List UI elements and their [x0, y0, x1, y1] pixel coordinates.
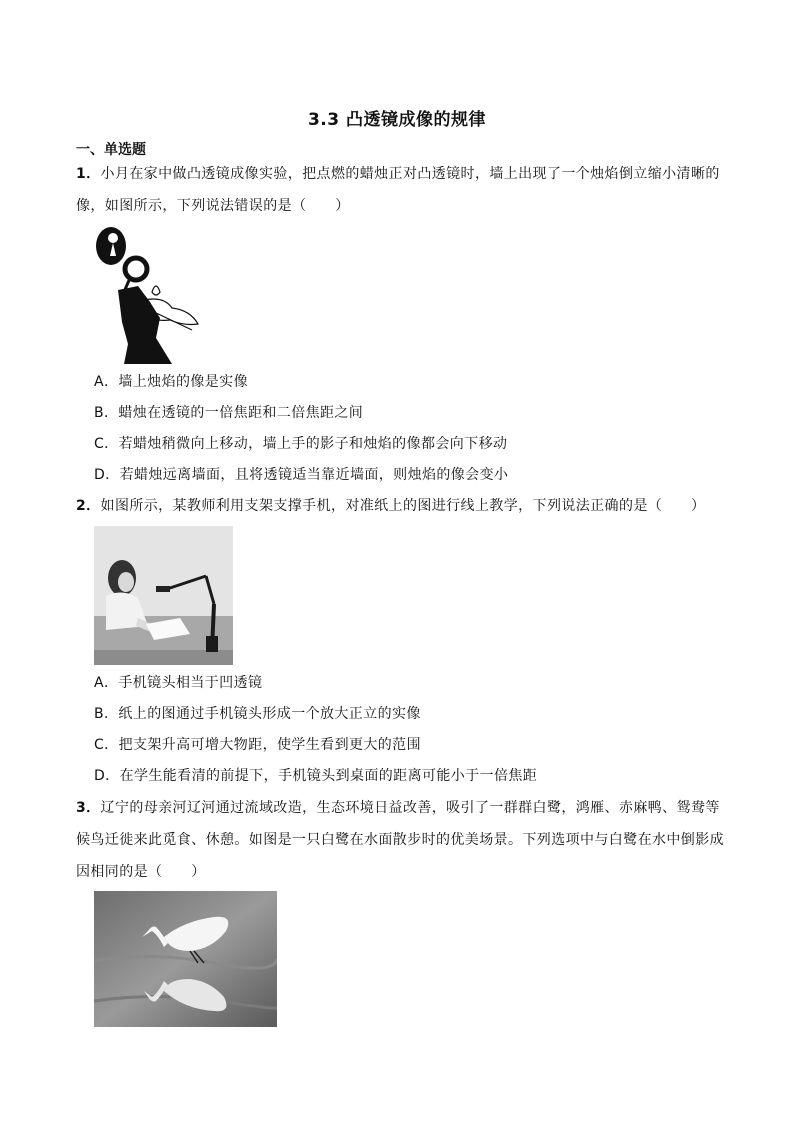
- option-1d: D．若蜡烛远离墙面，且将透镜适当靠近墙面，则烛焰的像会变小: [94, 467, 509, 483]
- candle-lens-figure: [94, 226, 204, 364]
- question-text: 辽宁的母亲河辽河通过流域改造，生态环境日益改善，吸引了一群群白鹭，鸿雁、赤麻鸭、鸳鸯等候鸟迁徙来此觅食、休憩。如图是一只白鹭在水面散步时的优美场景。下列选项中与白鹭在水中倒影成因相同的是（ ）: [76, 800, 724, 880]
- question-2: [76, 490, 724, 522]
- option-2a: A．手机镜头相当于凹透镜: [94, 675, 263, 691]
- option-2c: C．把支架升高可增大物距，使学生看到更大的范围: [94, 737, 421, 753]
- teacher-photo: [94, 526, 233, 665]
- section-heading: 一、单选题: [76, 142, 146, 158]
- question-text: 小月在家中做凸透镜成像实验，把点燃的蜡烛正对凸透镜时，墙上出现了一个烛焰倒立缩小清晰的像，如图所示，下列说法错误的是（ ）: [76, 166, 720, 214]
- question-text: 如图所示，某教师利用支架支撑手机，对准纸上的图进行线上教学，下列说法正确的是（ ）: [100, 498, 706, 514]
- option-1b: B．蜡烛在透镜的一倍焦距和二倍焦距之间: [94, 405, 364, 421]
- egret-photo: [94, 891, 277, 1027]
- question-3: [76, 792, 724, 888]
- option-2d: D．在学生能看清的前提下，手机镜头到桌面的距离可能小于一倍焦距: [94, 768, 538, 784]
- question-1: [76, 158, 724, 222]
- option-1a: A．墙上烛焰的像是实像: [94, 374, 248, 390]
- option-2b: B．纸上的图通过手机镜头形成一个放大正立的实像: [94, 706, 421, 722]
- option-1c: C．若蜡烛稍微向上移动，墙上手的影子和烛焰的像都会向下移动: [94, 436, 508, 452]
- question-number: 3．: [76, 800, 101, 816]
- question-number: 2．: [76, 498, 101, 514]
- question-number: 1．: [76, 166, 101, 182]
- page-title: 3.3 凸透镜成像的规律: [307, 110, 487, 130]
